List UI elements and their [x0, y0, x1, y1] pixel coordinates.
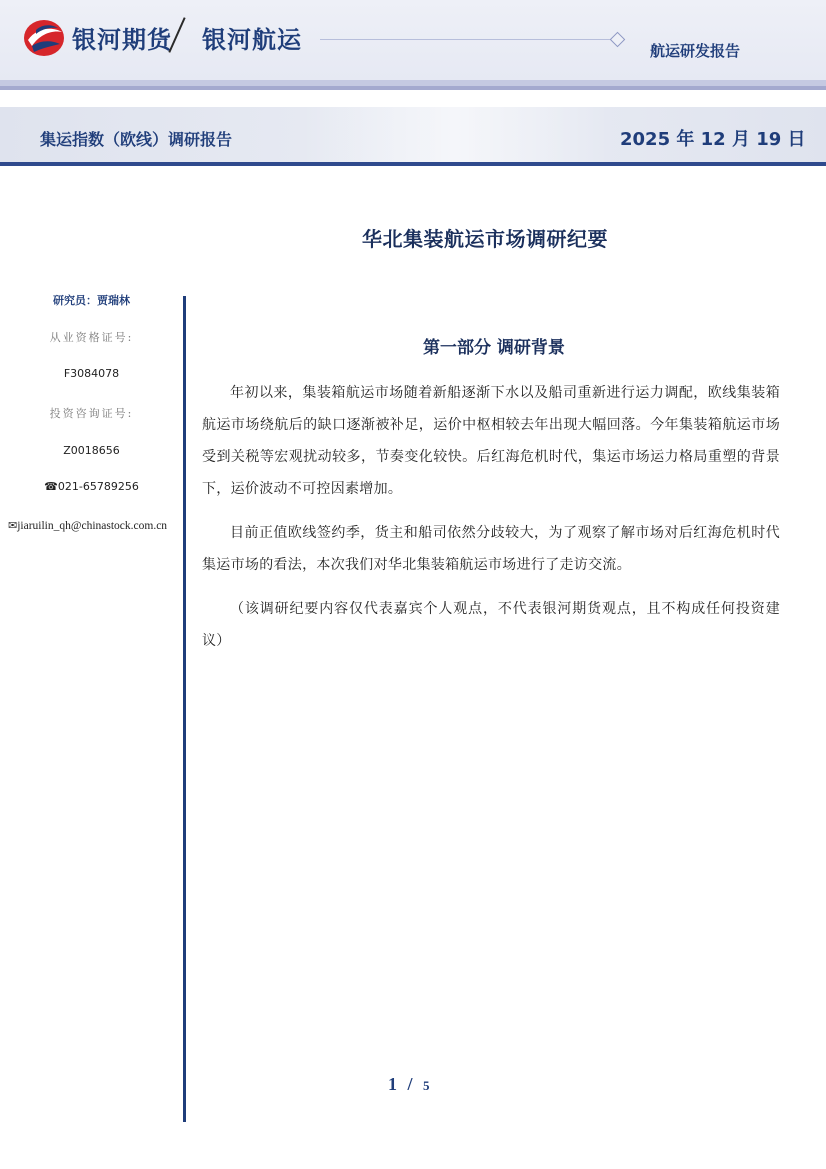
cert-number: F3084078 — [63, 367, 120, 380]
page-separator: / — [407, 1074, 413, 1094]
email-contact — [8, 519, 186, 532]
paragraph: 目前正值欧线签约季，货主和船司依然分歧较大，为了观察了解市场对后红海危机时代集运市场的看法，本次我们对华北集装箱航运市场进行了走访交流。 — [202, 525, 780, 573]
decorative-line — [320, 39, 615, 40]
phone-icon: ☎ — [44, 480, 58, 493]
header-stripe-dark — [0, 86, 826, 90]
researcher-name: 研究员：贾瑞林 — [53, 294, 130, 307]
paragraph: 年初以来，集装箱航运市场随着新船逐渐下水以及船司重新进行运力调配，欧线集装箱航运市场绕航后的缺口逐渐被补足，运价中枢相较去年出现大幅回落。今年集装箱航运市场受到关税等宏观扰动较多，节奏变化较快。后红海危机时代，集运市场运力格局重塑的背景下，运价波动不可控因素增加。 — [202, 385, 780, 497]
page-number — [388, 1074, 430, 1095]
galaxy-logo-icon — [22, 18, 66, 58]
report-date: 2025 年 12 月 19 日 — [620, 129, 806, 150]
advisor-cert-number: Z0018656 — [63, 444, 120, 457]
envelope-icon: ✉ — [8, 520, 18, 532]
report-type: 航运研发报告 — [650, 42, 741, 60]
email-address[interactable]: jiaruilin_qh@chinastock.com.cn — [17, 520, 168, 532]
current-page: 1 — [388, 1074, 397, 1094]
total-pages: 5 — [423, 1078, 430, 1093]
phone-number: 021-65789256 — [57, 480, 139, 493]
brand-name: 银河期货 — [72, 26, 172, 54]
brand-subtitle: 银河航运 — [202, 26, 302, 54]
report-category: 集运指数（欧线）调研报告 — [40, 130, 233, 149]
advisor-cert-label: 投资咨询证号: — [49, 407, 134, 420]
phone-contact — [0, 480, 183, 493]
title-band-highlight — [300, 107, 610, 163]
sidebar-divider — [183, 296, 186, 1122]
section-title: 第一部分 调研背景 — [423, 338, 565, 358]
document-title: 华北集装航运市场调研纪要 — [362, 227, 608, 251]
title-band-underline — [0, 162, 826, 166]
cert-label: 从业资格证号: — [49, 331, 134, 344]
disclaimer-paragraph: （该调研纪要内容仅代表嘉宾个人观点，不代表银河期货观点，且不构成任何投资建议） — [202, 601, 780, 649]
